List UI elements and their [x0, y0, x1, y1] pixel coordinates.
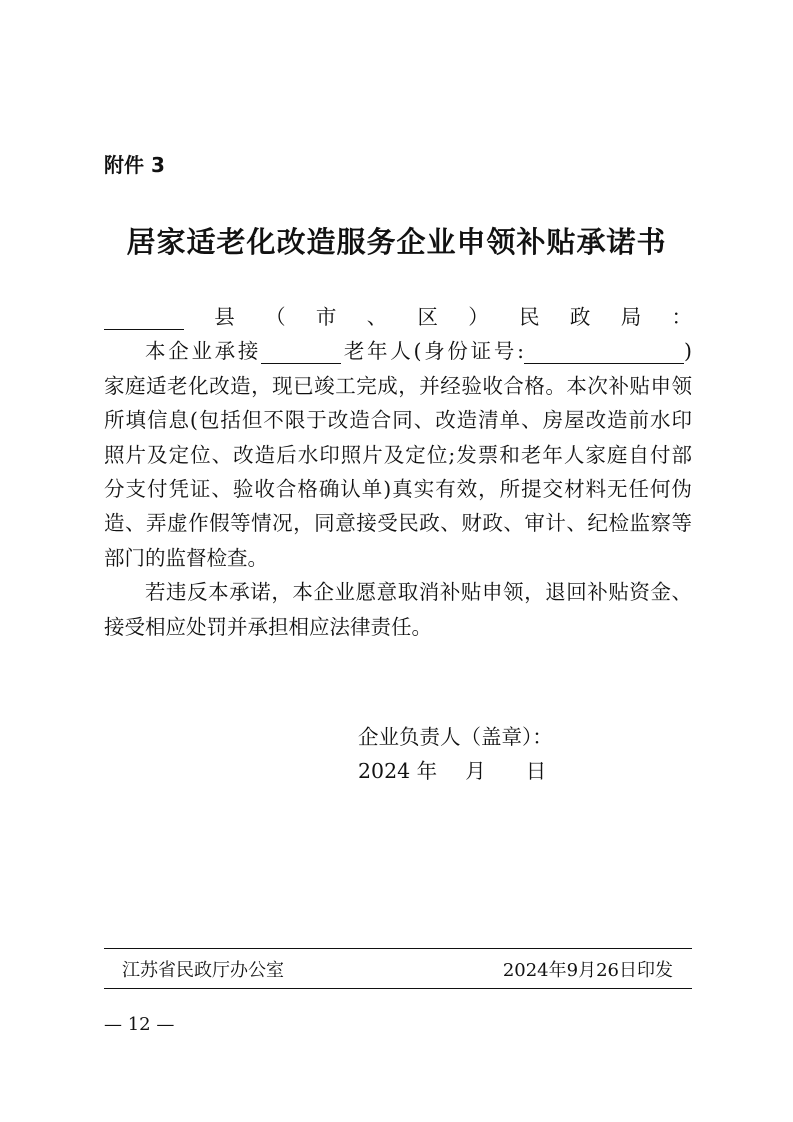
- paragraph-1-line-6: 造、弄虚作假等情况，同意接受民政、财政、审计、纪检监察等: [104, 511, 692, 536]
- addressee-text: 县（市、区）民政局：: [184, 305, 692, 329]
- addressee-line: [104, 300, 692, 334]
- document-title: 居家适老化改造服务企业申领补贴承诺书: [126, 225, 667, 259]
- paragraph-2-line-2: 接受相应处罚并承担相应法律责任。: [104, 614, 432, 639]
- paragraph-1-line-5: 分支付凭证、验收合格确认单)真实有效，所提交材料无任何伪: [104, 477, 692, 502]
- signature-year: 2024 年: [358, 759, 438, 783]
- footer-date: 2024年9月26日印发: [502, 960, 673, 981]
- page-number: — 12 —: [104, 1014, 175, 1035]
- footer-top-rule: [104, 948, 692, 949]
- signature-label: 企业负责人（盖章）：: [358, 725, 553, 749]
- paragraph-1-line-7: 部门的监督检查。: [104, 545, 268, 570]
- paragraph-1-line-2: 家庭适老化改造，现已竣工完成，并经验收合格。本次补贴申领: [104, 373, 692, 398]
- text-segment: 本企业承接: [145, 339, 262, 364]
- text-segment: ): [684, 339, 693, 364]
- letter-body: [104, 300, 692, 644]
- county-blank: [104, 305, 184, 330]
- paragraph-2-line-1: 若违反本承诺，本企业愿意取消补贴申领，退回补贴资金、: [145, 580, 692, 605]
- signature-day: 日: [525, 759, 547, 783]
- signature-date: [358, 754, 546, 784]
- paragraph-1-line-1: [104, 334, 692, 368]
- footer-bottom-rule: [104, 988, 692, 989]
- signature-month: 月: [465, 759, 486, 783]
- text-segment: 老年人(身份证号:: [341, 339, 525, 364]
- paragraph-1-line-3: 所填信息(包括但不限于改造合同、改造清单、房屋改造前水印: [104, 408, 692, 433]
- elder-name-blank: [261, 339, 341, 364]
- id-number-blank: [524, 339, 684, 364]
- attachment-label: 附件 3: [104, 153, 165, 177]
- footer-issuer: 江苏省民政厅办公室: [122, 960, 284, 981]
- paragraph-1-line-4: 照片及定位、改造后水印照片及定位;发票和老年人家庭自付部: [104, 442, 692, 467]
